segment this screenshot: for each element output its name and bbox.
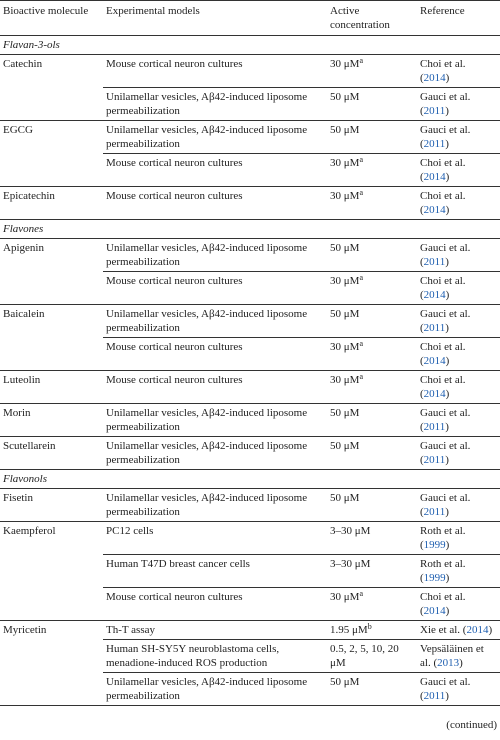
concentration-value: 30 μM: [330, 157, 360, 169]
molecule-name: Scutellarein: [0, 437, 103, 470]
molecule-name: Baicalein: [0, 305, 103, 371]
active-concentration: [327, 555, 417, 588]
active-concentration: [327, 522, 417, 555]
reference-author: Gauci et al.: [420, 440, 471, 452]
reference-year-link[interactable]: 2014: [423, 355, 446, 367]
concentration-value: 3–30 μM: [330, 558, 371, 570]
reference-year-link[interactable]: 2011: [423, 256, 446, 268]
reference-cell: Gauci et al. (2011): [417, 489, 500, 522]
reference-cell: Gauci et al. (2011): [417, 404, 500, 437]
concentration-value: 30 μM: [330, 58, 360, 70]
reference-author: Choi et al.: [420, 275, 466, 287]
active-concentration: [327, 673, 417, 706]
concentration-value: 50 μM: [330, 492, 360, 504]
concentration-value: 50 μM: [330, 124, 360, 136]
reference-year-link[interactable]: 2011: [423, 105, 446, 117]
reference-author: Gauci et al.: [420, 91, 471, 103]
footnote-marker: a: [359, 339, 363, 348]
molecule-name: Fisetin: [0, 489, 103, 522]
table-row: [0, 371, 500, 404]
table-body: [0, 36, 500, 706]
continued-label: (continued): [446, 719, 497, 731]
footnote-marker: a: [359, 188, 363, 197]
active-concentration: [327, 88, 417, 121]
table-row: [0, 55, 500, 88]
reference-cell: Choi et al. (2014): [417, 371, 500, 404]
molecule-name: Morin: [0, 404, 103, 437]
header-models: Experimental models: [103, 1, 327, 36]
concentration-value: 30 μM: [330, 374, 360, 386]
section-row: [0, 220, 500, 239]
reference-year-link[interactable]: 2014: [423, 204, 446, 216]
concentration-value: 0.5, 2, 5, 10, 20 μM: [330, 643, 399, 669]
concentration-value: 30 μM: [330, 190, 360, 202]
concentration-value: 50 μM: [330, 242, 360, 254]
concentration-value: 3–30 μM: [330, 525, 371, 537]
concentration-value: 50 μM: [330, 91, 360, 103]
experimental-model: Unilamellar vesicles, Aβ42-induced liposome permeabilization: [103, 88, 327, 121]
reference-cell: Gauci et al. (2011): [417, 88, 500, 121]
reference-author: Choi et al.: [420, 341, 466, 353]
experimental-model: Unilamellar vesicles, Aβ42-induced liposome permeabilization: [103, 121, 327, 154]
experimental-model: Human SH-SY5Y neuroblastoma cells, menadione-induced ROS production: [103, 640, 327, 673]
concentration-value: 30 μM: [330, 275, 360, 287]
reference-cell: Choi et al. (2014): [417, 272, 500, 305]
concentration-value: 30 μM: [330, 591, 360, 603]
section-title: Flavones: [0, 220, 500, 239]
experimental-model: Mouse cortical neuron cultures: [103, 55, 327, 88]
table-row: [0, 522, 500, 555]
table-row: [0, 437, 500, 470]
header-molecule: Bioactive molecule: [0, 1, 103, 36]
experimental-model: Th-T assay: [103, 621, 327, 640]
footnote-marker: b: [367, 622, 372, 631]
reference-cell: Choi et al. (2014): [417, 154, 500, 187]
reference-author: Gauci et al.: [420, 492, 471, 504]
table-row: [0, 187, 500, 220]
active-concentration: [327, 437, 417, 470]
reference-author: Gauci et al.: [420, 124, 471, 136]
reference-cell: Gauci et al. (2011): [417, 239, 500, 272]
concentration-value: 1.95 μM: [330, 624, 368, 636]
concentration-value: 30 μM: [330, 341, 360, 353]
table-row: [0, 121, 500, 154]
reference-author: Roth et al.: [420, 558, 466, 570]
molecule-name: Luteolin: [0, 371, 103, 404]
reference-cell: Roth et al. (1999): [417, 522, 500, 555]
active-concentration: [327, 154, 417, 187]
experimental-model: Mouse cortical neuron cultures: [103, 272, 327, 305]
reference-year-link[interactable]: 2014: [423, 289, 446, 301]
reference-cell: Gauci et al. (2011): [417, 673, 500, 706]
reference-year-link[interactable]: 2011: [423, 138, 446, 150]
section-row: [0, 36, 500, 55]
header-reference: Reference: [417, 1, 500, 36]
active-concentration: [327, 55, 417, 88]
section-row: [0, 470, 500, 489]
reference-year-link[interactable]: 2011: [423, 421, 446, 433]
reference-year-link[interactable]: 2014: [466, 624, 489, 636]
active-concentration: [327, 640, 417, 673]
active-concentration: [327, 371, 417, 404]
reference-cell: Choi et al. (2014): [417, 588, 500, 621]
experimental-model: Mouse cortical neuron cultures: [103, 371, 327, 404]
active-concentration: [327, 187, 417, 220]
section-title: Flavonols: [0, 470, 500, 489]
footnote-marker: a: [359, 589, 363, 598]
reference-author: Gauci et al.: [420, 676, 471, 688]
molecule-name: Myricetin: [0, 621, 103, 706]
footnote-marker: a: [359, 273, 363, 282]
reference-author: Gauci et al.: [420, 242, 471, 254]
experimental-model: Mouse cortical neuron cultures: [103, 588, 327, 621]
concentration-value: 50 μM: [330, 407, 360, 419]
reference-author: Roth et al.: [420, 525, 466, 537]
active-concentration: [327, 588, 417, 621]
experimental-model: Mouse cortical neuron cultures: [103, 187, 327, 220]
molecule-name: Kaempferol: [0, 522, 103, 621]
reference-cell: Gauci et al. (2011): [417, 121, 500, 154]
active-concentration: [327, 239, 417, 272]
concentration-value: 50 μM: [330, 440, 360, 452]
reference-year-link[interactable]: 1999: [423, 539, 446, 551]
reference-year-link[interactable]: 2011: [423, 454, 446, 466]
reference-cell: Choi et al. (2014): [417, 187, 500, 220]
reference-author: Vepsäläinen et al.: [420, 643, 484, 669]
molecule-name: EGCG: [0, 121, 103, 187]
active-concentration: [327, 404, 417, 437]
reference-year-link[interactable]: 2011: [423, 322, 446, 334]
reference-year-link[interactable]: 2014: [423, 72, 446, 84]
experimental-model: Unilamellar vesicles, Aβ42-induced liposome permeabilization: [103, 673, 327, 706]
table-header-row: [0, 1, 500, 36]
reference-cell: Gauci et al. (2011): [417, 305, 500, 338]
experimental-model: Unilamellar vesicles, Aβ42-induced liposome permeabilization: [103, 437, 327, 470]
footnote-marker: a: [359, 56, 363, 65]
reference-year-link[interactable]: 2013: [437, 657, 460, 669]
header-concentration: Active concentration: [327, 1, 417, 36]
reference-year-link[interactable]: 1999: [423, 572, 446, 584]
reference-author: Choi et al.: [420, 190, 466, 202]
active-concentration: [327, 121, 417, 154]
experimental-model: Human T47D breast cancer cells: [103, 555, 327, 588]
molecule-name: Apigenin: [0, 239, 103, 305]
table-row: [0, 305, 500, 338]
reference-year-link[interactable]: 2011: [423, 690, 446, 702]
reference-author: Choi et al.: [420, 591, 466, 603]
experimental-model: PC12 cells: [103, 522, 327, 555]
experimental-model: Unilamellar vesicles, Aβ42-induced liposome permeabilization: [103, 305, 327, 338]
reference-year-link[interactable]: 2011: [423, 506, 446, 518]
reference-author: Choi et al.: [420, 58, 466, 70]
reference-author: Choi et al.: [420, 157, 466, 169]
experimental-model: Unilamellar vesicles, Aβ42-induced liposome permeabilization: [103, 239, 327, 272]
reference-author: Xie et al.: [420, 624, 461, 636]
active-concentration: [327, 338, 417, 371]
reference-cell: Gauci et al. (2011): [417, 437, 500, 470]
concentration-value: 50 μM: [330, 308, 360, 320]
footnote-marker: a: [359, 155, 363, 164]
table-row: [0, 239, 500, 272]
reference-cell: Roth et al. (1999): [417, 555, 500, 588]
table-row: [0, 621, 500, 640]
concentration-value: 50 μM: [330, 676, 360, 688]
table-row: [0, 489, 500, 522]
active-concentration: [327, 272, 417, 305]
reference-year-link[interactable]: 2014: [423, 605, 446, 617]
active-concentration: [327, 305, 417, 338]
experimental-model: Unilamellar vesicles, Aβ42-induced liposome permeabilization: [103, 489, 327, 522]
reference-cell: Xie et al. (2014): [417, 621, 500, 640]
section-title: Flavan-3-ols: [0, 36, 500, 55]
molecule-name: Catechin: [0, 55, 103, 121]
reference-author: Choi et al.: [420, 374, 466, 386]
reference-author: Gauci et al.: [420, 407, 471, 419]
experimental-model: Mouse cortical neuron cultures: [103, 338, 327, 371]
active-concentration: [327, 621, 417, 640]
reference-cell: Choi et al. (2014): [417, 55, 500, 88]
reference-year-link[interactable]: 2014: [423, 388, 446, 400]
reference-cell: Vepsäläinen et al. (2013): [417, 640, 500, 673]
table-row: [0, 404, 500, 437]
reference-author: Gauci et al.: [420, 308, 471, 320]
experimental-model: Mouse cortical neuron cultures: [103, 154, 327, 187]
experimental-model: Unilamellar vesicles, Aβ42-induced liposome permeabilization: [103, 404, 327, 437]
footnote-marker: a: [359, 372, 363, 381]
molecule-name: Epicatechin: [0, 187, 103, 220]
reference-year-link[interactable]: 2014: [423, 171, 446, 183]
active-concentration: [327, 489, 417, 522]
reference-cell: Choi et al. (2014): [417, 338, 500, 371]
